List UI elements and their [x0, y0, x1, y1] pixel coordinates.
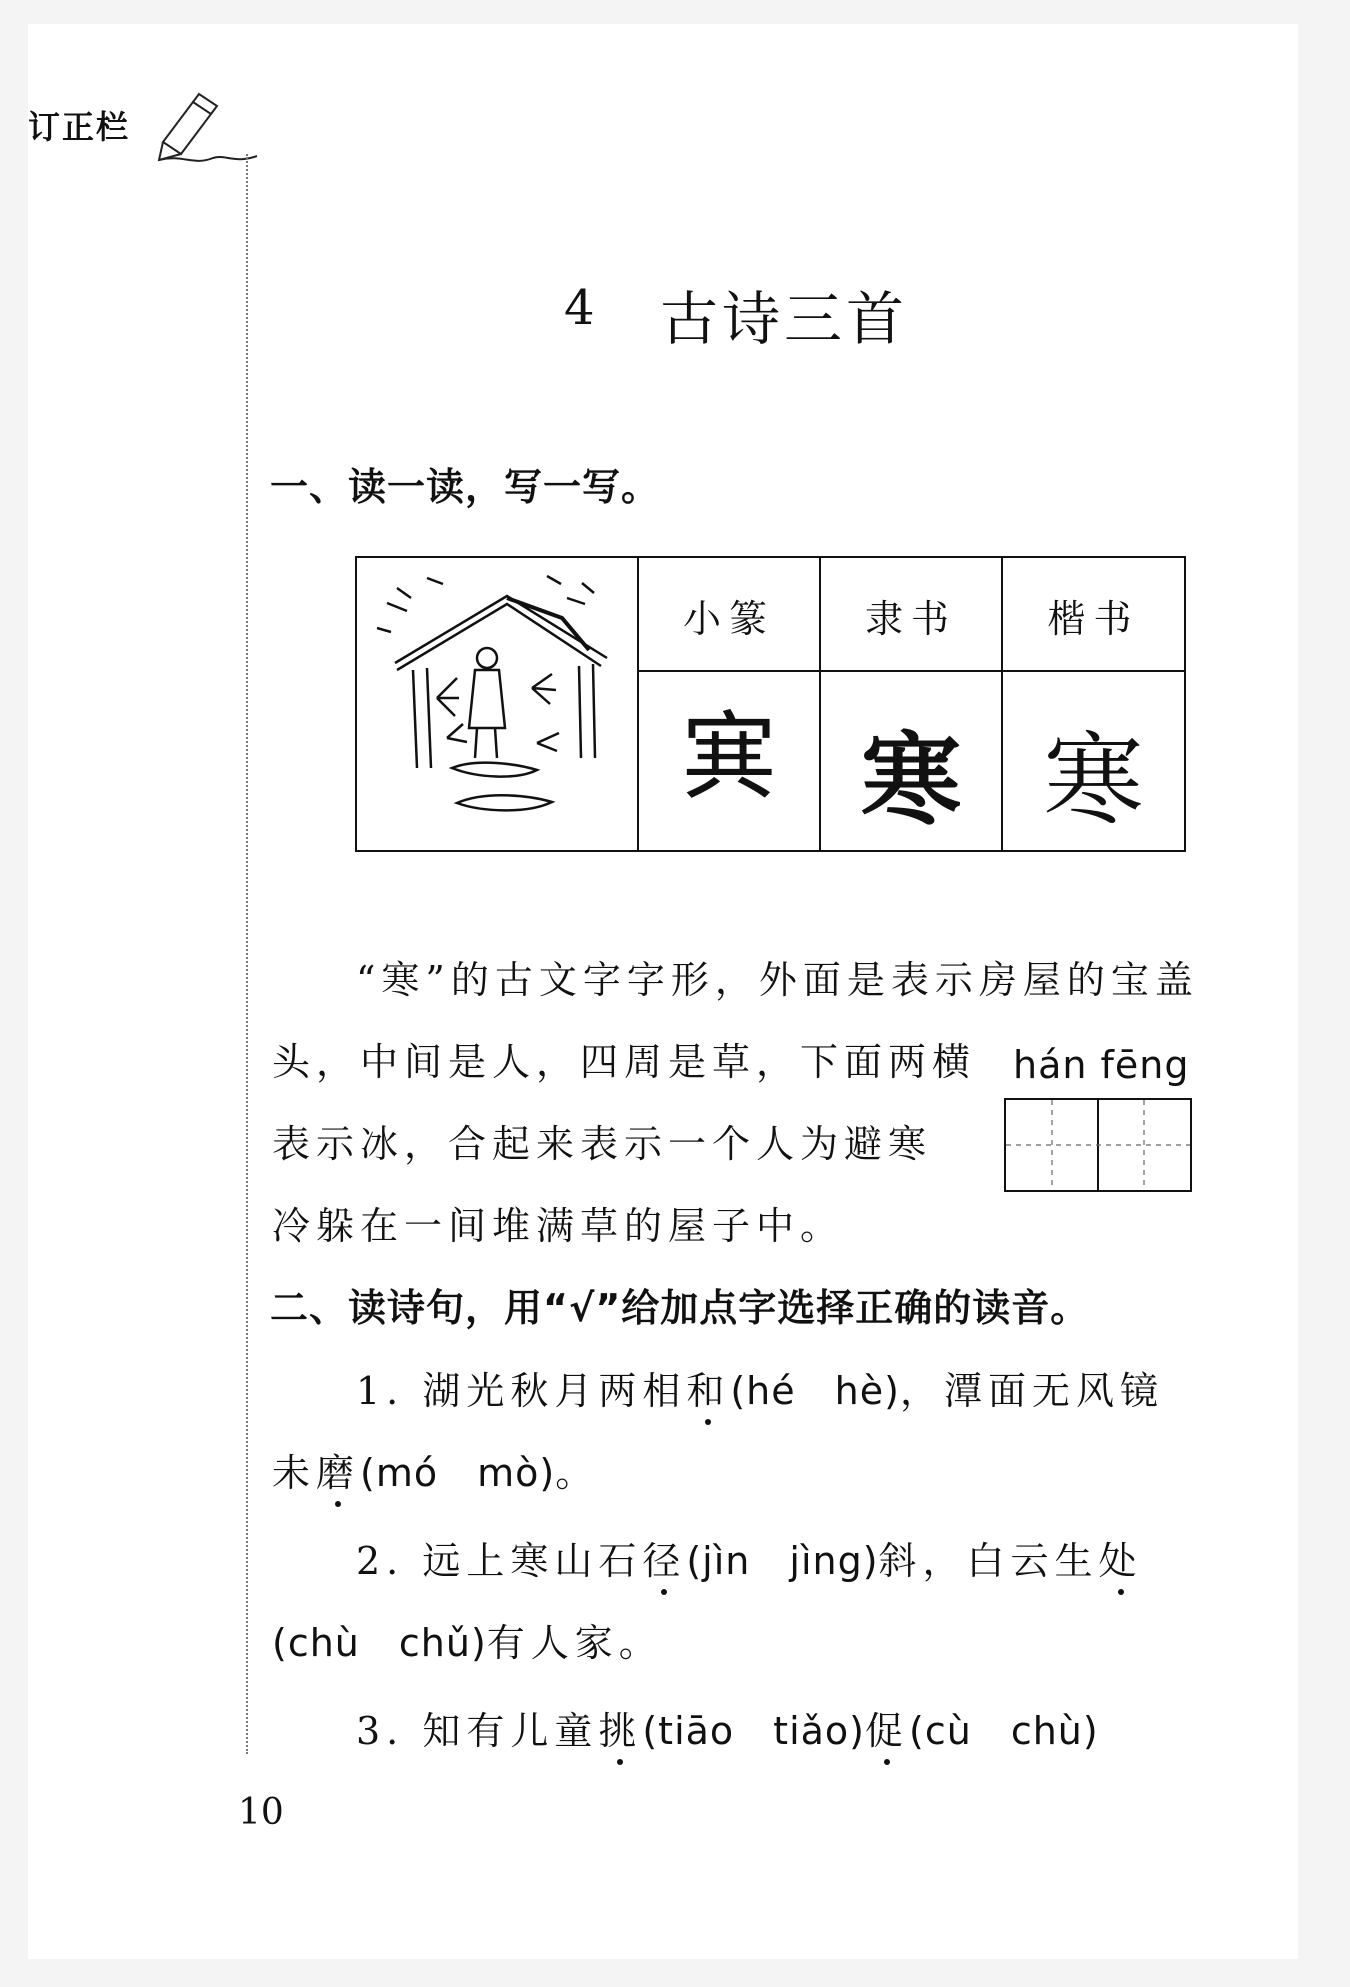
explanation-line-2: 头，中间是人，四周是草，下面两横: [272, 1040, 977, 1084]
pinyin-options[interactable]: (jìn jìng): [686, 1539, 879, 1583]
pinyin-options[interactable]: (hé hè): [730, 1369, 900, 1413]
glyph-xiaozhuan: 𡨄: [681, 701, 777, 813]
question-1-line-1: 1. 湖光秋月两相和(hé hè)，潭面无风镜: [356, 1360, 1164, 1415]
writing-box[interactable]: [1004, 1098, 1192, 1192]
section-1-heading: 一、读一读，写一写。: [270, 465, 661, 509]
binding-dotted-line: [246, 154, 248, 1754]
dotted-char: 径: [642, 1530, 686, 1585]
glyph-lishu: 寒: [861, 721, 961, 839]
explanation-line-3: 表示冰，合起来表示一个人为避寒: [272, 1122, 933, 1166]
glyph-kaishu: 寒: [1043, 722, 1144, 839]
header-xiaozhuan: 小篆: [682, 597, 775, 641]
pinyin-options[interactable]: (tiāo tiǎo): [642, 1709, 865, 1753]
question-2-line-1: 2. 远上寒山石径(jìn jìng)斜，白云生处: [356, 1530, 1143, 1585]
page-number: 10: [238, 1792, 284, 1833]
explanation-line-1: “寒”的古文字字形，外面是表示房屋的宝盖: [356, 958, 1199, 1002]
pinyin-prompt: hán fēng: [1013, 1043, 1190, 1087]
pinyin-options[interactable]: (mó mò): [360, 1451, 556, 1495]
pencil-icon: [153, 84, 263, 164]
lesson-number: 4: [564, 280, 595, 336]
dotted-char: 处: [1099, 1530, 1143, 1585]
dotted-char: 和: [686, 1360, 730, 1415]
question-2-line-2: (chù chǔ)有人家。: [272, 1621, 663, 1665]
worksheet-page: [28, 24, 1298, 1959]
lesson-title: 古诗三首: [660, 285, 909, 353]
header-lishu: 隶书: [864, 597, 957, 641]
dotted-char: 促: [865, 1700, 909, 1755]
dotted-char: 磨: [316, 1442, 360, 1497]
writing-grid: [1006, 1100, 1190, 1190]
pinyin-options[interactable]: (cù chù): [909, 1709, 1099, 1753]
explanation-line-4: 冷躲在一间堆满草的屋子中。: [272, 1204, 845, 1248]
header-kaishu: 楷书: [1047, 597, 1140, 641]
pinyin-options[interactable]: (chù chǔ): [272, 1621, 487, 1665]
illustration-cell: [357, 558, 637, 850]
question-1-line-2: 未磨(mó mò)。: [272, 1442, 599, 1497]
character-evolution-table: [355, 556, 1186, 852]
correction-column-label: 订正栏: [28, 108, 131, 146]
hut-illustration: [357, 558, 633, 848]
question-3-line-1: 3. 知有儿童挑(tiāo tiǎo)促(cù chù): [356, 1700, 1099, 1755]
dotted-char: 挑: [598, 1700, 642, 1755]
section-2-heading: 二、读诗句，用“√”给加点字选择正确的读音。: [270, 1286, 1090, 1330]
